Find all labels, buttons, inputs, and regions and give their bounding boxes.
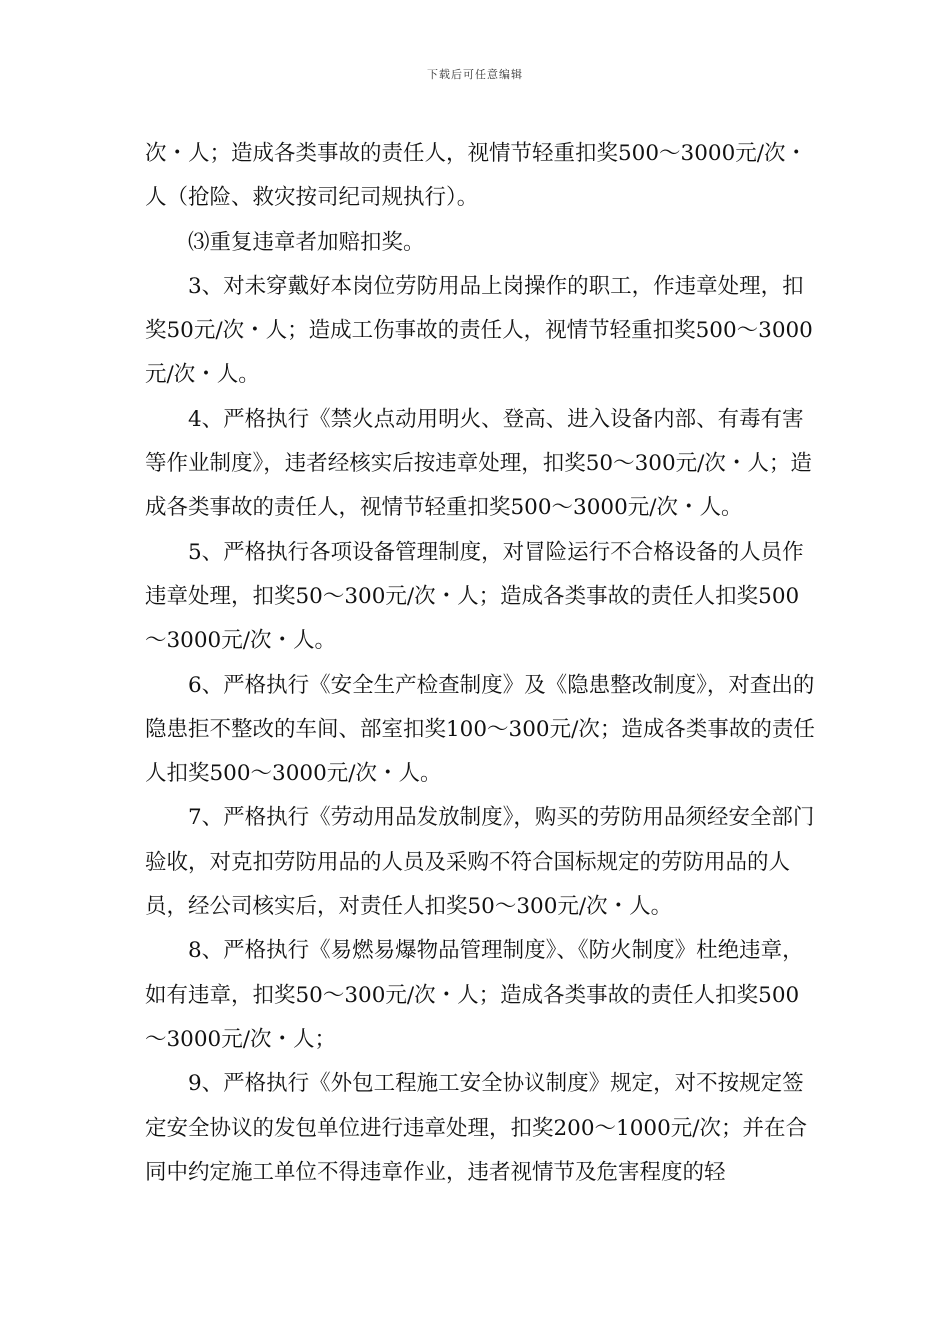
paragraph-item-7: 7、严格执行《劳动用品发放制度》，购买的劳防用品须经安全部门验收，对克扣劳防用品的人员及采购不符合国标规定的劳防用品的人员，经公司核实后，对责任人扣奖50～300元/次・人。 [145,805,815,920]
paragraph-item-5: 5、严格执行各项设备管理制度，对冒险运行不合格设备的人员作违章处理，扣奖50～300元/次・人；造成各类事故的责任人扣奖500～3000元/次・人。 [145,539,804,654]
paragraph-item-6: 6、严格执行《安全生产检查制度》及《隐患整改制度》，对查出的隐患拒不整改的车间、部室扣奖100～300元/次；造成各类事故的责任人扣奖500～3000元/次・人。 [145,672,815,787]
paragraph-item-8: 8、严格执行《易燃易爆物品管理制度》、《防火制度》杜绝违章，如有违章，扣奖50～300元/次・人；造成各类事故的责任人扣奖500～3000元/次・人； [145,938,804,1052]
paragraph-item-3: 3、对未穿戴好本岗位劳防用品上岗操作的职工，作违章处理，扣奖50元/次・人；造成工伤事故的责任人，视情节轻重扣奖500～3000元/次・人。 [145,273,813,388]
header-note: 下载后可任意编辑 [427,68,523,81]
paragraph-continuation: 次・人；造成各类事故的责任人，视情节轻重扣奖500～3000元/次・人（抢险、救灾按司纪司规执行）。 [145,141,807,211]
document-body [145,132,815,1195]
paragraph-item-3-sub: ⑶重复违章者加赔扣奖。 [188,229,425,255]
paragraph-item-4: 4、严格执行《禁火点动用明火、登高、进入设备内部、有毒有害等作业制度》，违者经核实后按违章处理，扣奖50～300元/次・人；造成各类事故的责任人，视情节轻重扣奖500～3000元/次・人。 [145,406,812,521]
paragraph-item-9: 9、严格执行《外包工程施工安全协议制度》规定，对不按规定签定安全协议的发包单位进行违章处理，扣奖200～1000元/次；并在合同中约定施工单位不得违章作业，违者视情节及危害程度的轻 [145,1071,807,1185]
